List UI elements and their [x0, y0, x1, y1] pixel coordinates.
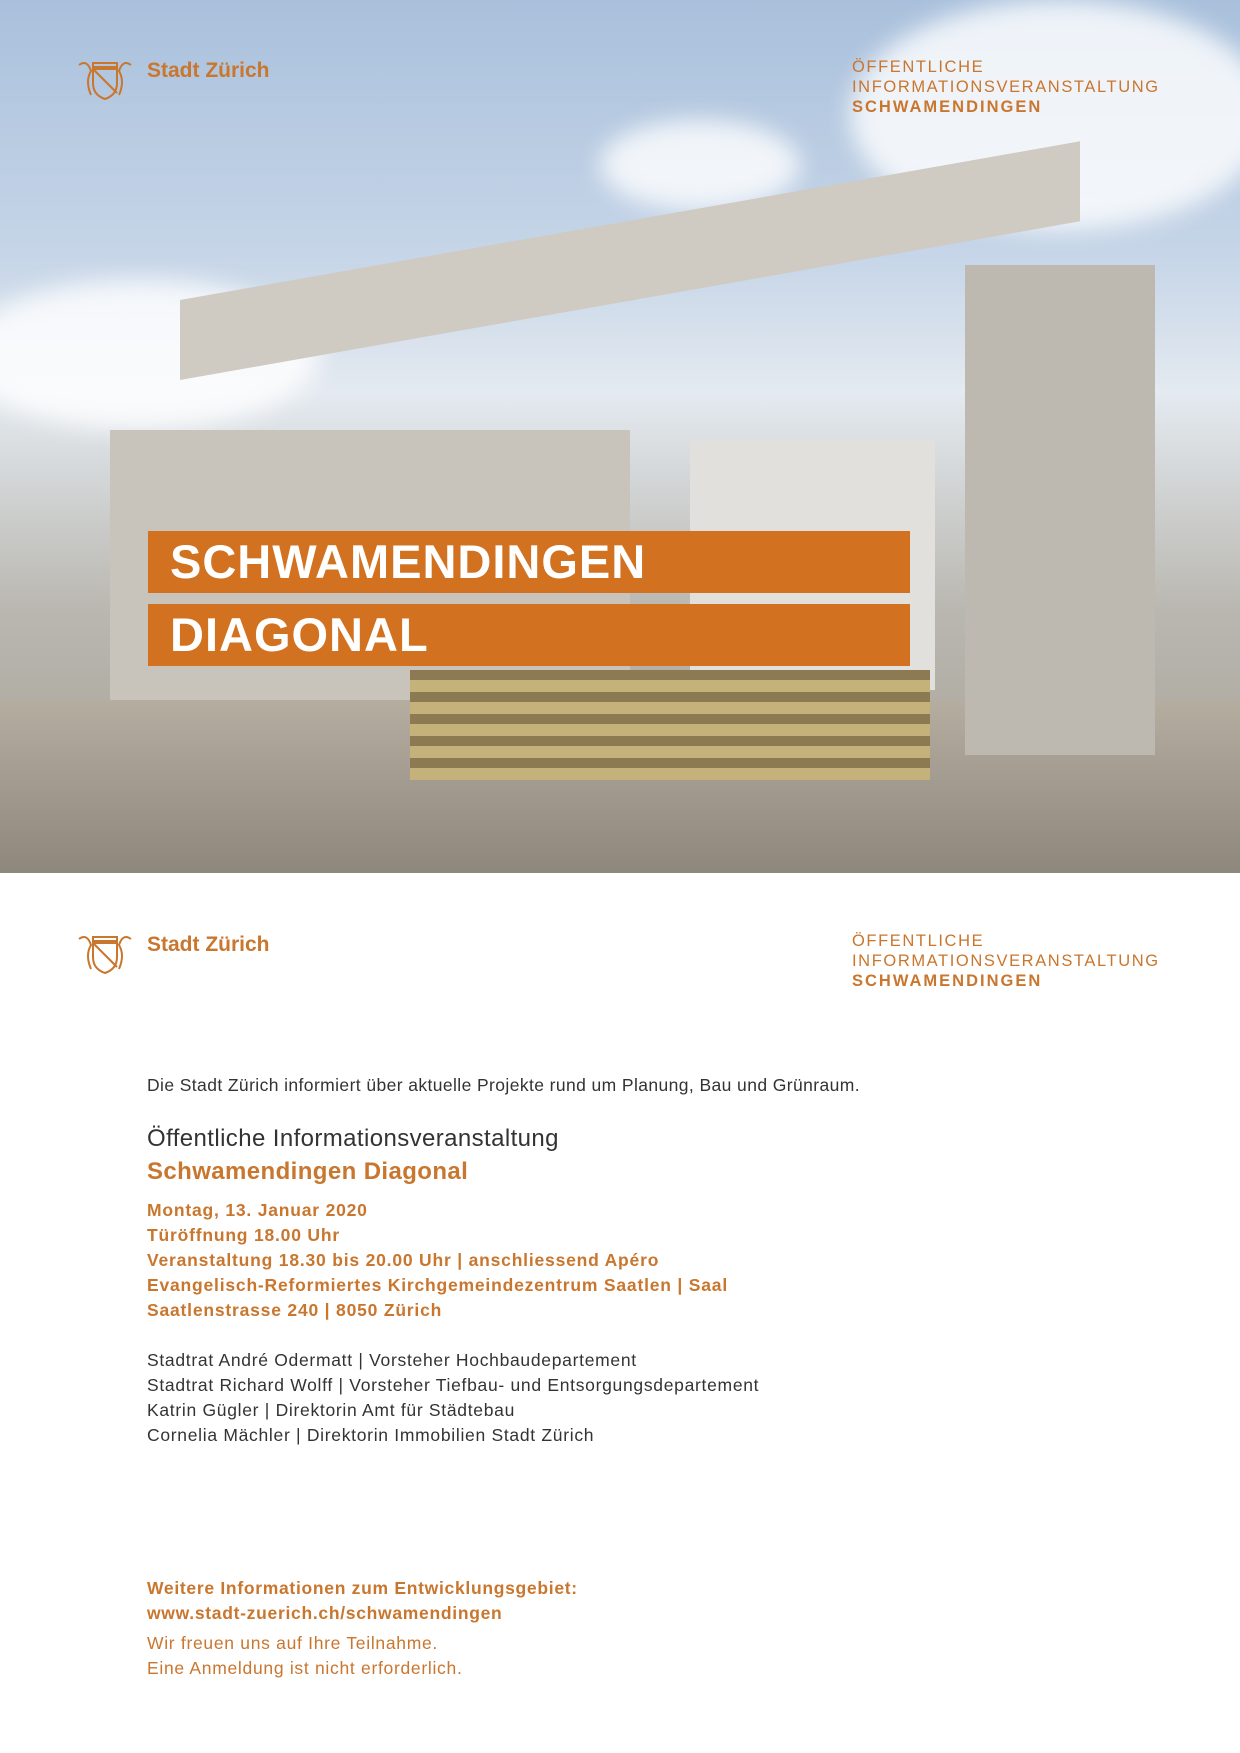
logo-text: Stadt Zürich	[147, 933, 270, 956]
header-event-label-2	[852, 931, 1160, 991]
header-line: ÖFFENTLICHE	[852, 58, 985, 76]
event-name: Schwamendingen Diagonal	[147, 1158, 469, 1185]
header-line: INFORMATIONSVERANSTALTUNG	[852, 952, 1160, 970]
more-info	[147, 1576, 578, 1626]
event-heading	[147, 1122, 559, 1188]
event-date: Montag, 13. Januar 2020	[147, 1200, 368, 1220]
construction-photo	[0, 0, 1240, 873]
header-line: SCHWAMENDINGEN	[852, 98, 1043, 116]
zurich-crest-icon	[75, 57, 135, 101]
stadt-zuerich-logo	[75, 57, 270, 101]
event-title: Öffentliche Informationsveranstaltung	[147, 1125, 559, 1152]
event-details	[147, 1198, 728, 1323]
event-time: Veranstaltung 18.30 bis 20.00 Uhr | anschliessend Apéro	[147, 1250, 660, 1270]
stadt-zuerich-logo-2	[75, 931, 270, 975]
speakers-list	[147, 1348, 759, 1448]
header-line: ÖFFENTLICHE	[852, 932, 985, 950]
closing-line: Wir freuen uns auf Ihre Teilnahme.	[147, 1633, 438, 1653]
zurich-crest-icon	[75, 931, 135, 975]
closing-line: Eine Anmeldung ist nicht erforderlich.	[147, 1658, 463, 1678]
more-info-label: Weitere Informationen zum Entwicklungsgebiet:	[147, 1578, 578, 1598]
speaker: Stadtrat Richard Wolff | Vorsteher Tiefbau- und Entsorgungsdepartement	[147, 1375, 760, 1395]
title-banner-1: SCHWAMENDINGEN	[148, 531, 910, 593]
speaker: Katrin Gügler | Direktorin Amt für Städtebau	[147, 1400, 515, 1420]
speaker: Stadtrat André Odermatt | Vorsteher Hochbaudepartement	[147, 1350, 637, 1370]
event-address: Saatlenstrasse 240 | 8050 Zürich	[147, 1300, 443, 1320]
closing-note	[147, 1631, 463, 1681]
speaker: Cornelia Mächler | Direktorin Immobilien Stadt Zürich	[147, 1425, 595, 1445]
event-venue: Evangelisch-Reformiertes Kirchgemeindezentrum Saatlen | Saal	[147, 1275, 728, 1295]
header-event-label	[852, 57, 1160, 117]
header-line: INFORMATIONSVERANSTALTUNG	[852, 78, 1160, 96]
header-line: SCHWAMENDINGEN	[852, 972, 1043, 990]
intro-text: Die Stadt Zürich informiert über aktuelle Projekte rund um Planung, Bau und Grünraum.	[147, 1075, 860, 1095]
door-opening: Türöffnung 18.00 Uhr	[147, 1225, 340, 1245]
more-info-link[interactable]: www.stadt-zuerich.ch/schwamendingen	[147, 1603, 503, 1623]
logo-text: Stadt Zürich	[147, 59, 270, 82]
title-banner-2: DIAGONAL	[148, 604, 910, 666]
